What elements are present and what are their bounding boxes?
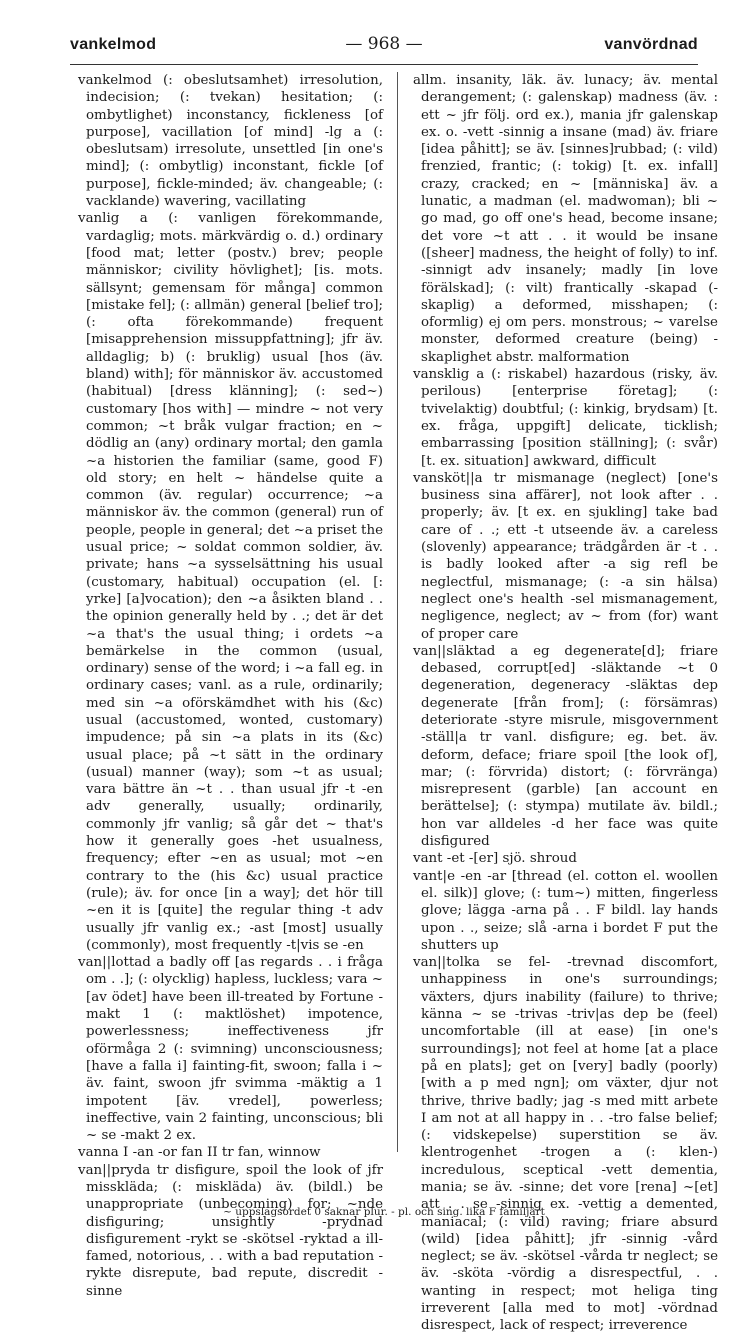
entry-vantolka: van||tolka se fel- -trevnad discomfort, unhappiness in one's surroundings; växters, djurs inability (failure) to thrive; känna ~ se -trivas -triv|as dep be (feel) uncomfortable (ill at ease) [in one's surroundings]; not feel at home [at a place på en plats]; get on [very] badly (poorly) [with a p med ngn]; om växter, djur not thrive, thrive badly; jag -s med mitt arbete I am not at all happy in . . -tro false belief; (: vidskepelse) superstition se äv. klentrogenhet -trogen a (: klen-) incredulous, sceptical -vett dementia, mania; se äv. -sinne; det vore [rena] ~[et] att . . se -sinnig ex. -vettig a demented, maniacal; (: vild) raving; friare absurd (wild) [idea påhitt]; jfr -sinnig -vård neglect; se äv. -skötsel -vårda tr neglect; se äv. -sköta -vördig a disrespectful, . . wanting in respect; mot heliga ting irreverent [alla med to mot] -vördnad disrespect, lack of respect; irreverence: [413, 955, 718, 1334]
abbreviation-legend: ~ uppslagsordet 0 saknar plur. - pl. och sing. lika F familjärt: [223, 1206, 545, 1218]
left-running-headword: vankelmod: [70, 36, 157, 53]
header-rule: [70, 64, 698, 65]
entry-vankelmod: vankelmod (: obeslutsamhet) irresolution, indecision; (: tvekan) hesitation; (: ombytlighet) inconstancy, fickleness [of purpose], vacillation [of mind] -lg a (: obeslutsam) irresolute, unsettled [in one's mind]; (: ombytlig) inconstant, fickle [of purpose], fickle-minded; äv. changeable; (: vacklande) wavering, vacillating: [78, 73, 383, 210]
entry-vanna: vanna I -an -or fan II tr fan, winnow: [78, 1145, 321, 1161]
page-number: — 968 —: [345, 34, 423, 54]
entry-vanslaktad: van||släktad a eg degenerate[d]; friare debased, corrupt[ed] -släktande ~t 0 degeneration, degeneracy -släktas dep degenerate [från from]; (: försämras) deteriorate -styre misrule, misgovernment -ställ|a tr vanl. disfigure; eg. bet. äv. deform, deface; friare spoil [the look of], mar; (: förvrida) distort; (: förvränga) misrepresent (garble) [an account en berättelse]; (: stympa) mutilate äv. bildl.; hon var alldeles -d her face was quite disfigured: [413, 643, 718, 850]
right-column: [413, 72, 718, 1334]
entry-vant: vant -et -[er] sjö. shroud: [413, 851, 577, 867]
column-divider: [397, 72, 398, 1152]
entry-vansklig: vansklig a (: riskabel) hazardous (risky, äv. perilous) [enterprise företag]; (: tvivelaktig) doubtful; (: kinkig, brydsam) [t. ex. fråga, uppgift] delicate, ticklish; embarrassing [position ställning]; (: svår) [t. ex. situation] awkward, difficult: [413, 367, 718, 469]
entry-vanlottad: van||lottad a badly off [as regards . . i fråga om . .]; (: olycklig) hapless, luckless; vara ~ [av ödet] have been ill-treated by Fortune -makt 1 (: maktlöshet) impotence, powerlessness; ineffectiveness jfr oförmåga 2 (: svimning) unconsciousness; [have a falla i] fainting-fit, swoon; falla i ~ äv. faint, swoon jfr svimma -mäktig a 1 impotent [äv. vredel], powerless; ineffective, vain 2 fainting, unconscious; bli ~ se -makt 2 ex.: [78, 955, 383, 1144]
entry-vanpryda: van||pryda tr disfigure, spoil the look of jfr misskläda; (: misklädа) äv. (bildl.) be unappropriate (unbecoming) for; ~nde disfiguring; unsightly -prydnad disfigurement -rykt se -skötsel -ryktad a ill-famed, notorious, . . with a bad reputation -rykte disrepute, bad repute, discredit -sinne: [78, 1162, 383, 1299]
entry-vante: vant|e -en -ar [thread (el. cotton el. woollen el. silk)] glove; (: tum~) mitten, fingerless glove; lägga -arna på . . F bildl. lay hands upon . ., seize; slå -arna i bordet F put the shutters up: [413, 868, 718, 953]
entry-vansinne-continued: allm. insanity, läk. äv. lunacy; äv. mental derangement; (: galenskap) madness (äv. : ett ~ jfr följ. ord ex.), mania jfr galenskap ex. o. -vett -sinnig a insane (mad) äv. friare [idea påhitt]; se äv. [sinnes]rubbad; (: vild) frenzied, frantic; (: tokig) [t. ex. infall] crazy, cracked; en ~ [människa] äv. a lunatic, a madman (el. madwoman); bli ~ go mad, go off one's head, become insane; det vore ~t att . . it would be insane ([sheer] madness, the height of folly) to inf. -sinnigt adv insanely; madly [in love förälskad]; (: vilt) frantically -skapad (-skaplig) a deformed, misshapen; (: oformlig) ej om pers. monstrous; ~ varelse monster, deformed creature (being) -skaplighet abstr. malformation: [413, 73, 718, 365]
entry-vanskota: vansköt||a tr mismanage (neglect) [one's business sina affärer], not look after . . properly; äv. [t ex. en sjukling] take bad care of . .; ett -t utseende äv. a careless (slovenly) appearance; trädgården är -t . . is badly looked after -a sig refl be neglectful, mismanage; (: -a sin hälsa) neglect one's health -sel mismanagement, negligence, neglect; av ~ from (for) want of proper care: [413, 470, 718, 642]
page-header: [70, 36, 698, 60]
left-column: [78, 72, 383, 1299]
entry-vanlig: vanlig a (: vanligen förekommande, vardaglig; mots. märkvärdig o. d.) ordinary [food mat; letter (postv.) brev; people människor; civility hövlighet]; [is. mots. sällsynt; gemensam för många] common [mistake fel]; (: allmän) general [belief tro]; (: ofta förekommande) frequent [misapprehension missuppfattning]; jfr äv. alldaglig; b) (: bruklig) usual [hos (äv. bland) with]; för människor äv. accustomed (habitual) [dress klänning]; (: sed~) customary [hos with] — mindre ~ not very common; ~t bråk vulgar fraction; en ~ dödlig an (any) ordinary mortal; den gamla ~a historien the familiar (same, good F) old story; en helt ~ händelse quite a common (äv. regular) occurrence; ~a människor äv. the common (general) run of people, people in general; det ~a priset the usual price; ~ soldat common soldier, äv. private; hans ~a sysselsättning his usual (customary, habitual) occupation (el. [: yrke] [a]vocation); den ~a åsikten bland . . the opinion generally held by . .; det är det ~a that's the usual thing; i ordets ~a bemärkelse in the common (usual, ordinary) sense of the word; i ~a fall eg. in ordinary cases; vanl. as a rule, ordinarily; med sin ~a oförskämdhet with his (&c) usual (accustomed, wonted, customary) impudence; på sin ~a plats in its (&c) usual place; på ~t sätt in the ordinary (usual) manner (way); som ~t as usual; vara bättre än ~t . . than usual jfr -t -en adv generally, usually; ordinarily, commonly jfr vanlig; så går det ~ that's how it generally goes -het usualness, frequency; efter ~en as usual; mot ~en contrary to the (his &c) usual practice (rule); äv. for once [in a way]; det hör till ~en it is [quite] the regular thing -t adv usually jfr vanlig ex.; -ast [most] usually (commonly), most frequently -t|vis se -en: [78, 211, 383, 953]
right-running-headword: vanvördnad: [604, 36, 698, 53]
